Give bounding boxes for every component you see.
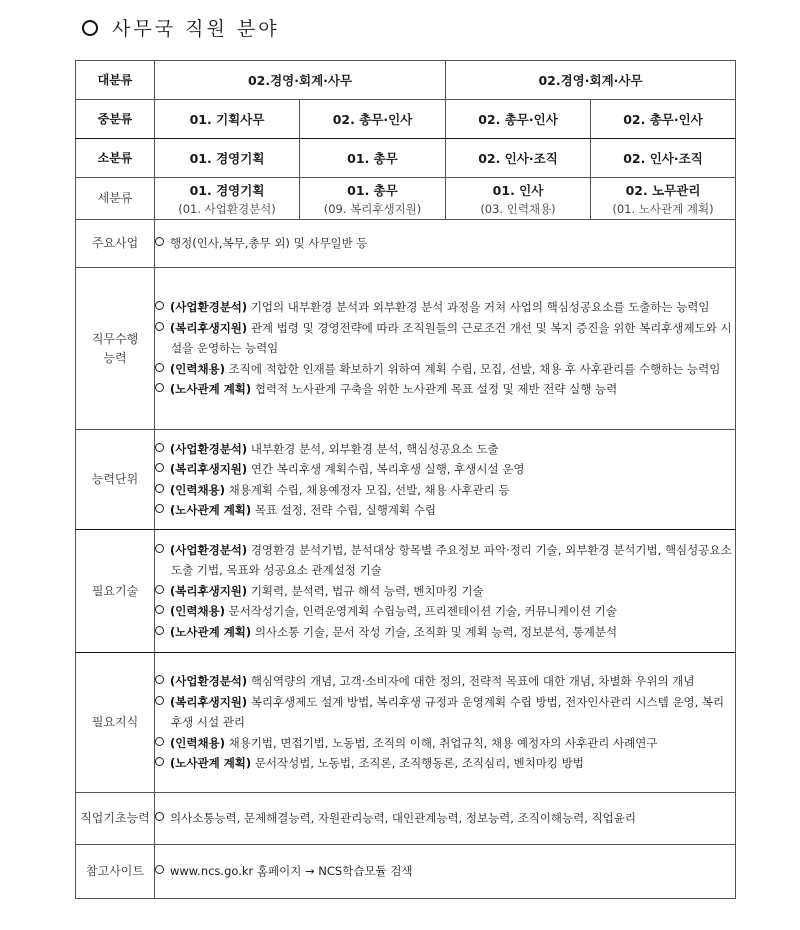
item-text: 행정(인사,복무,총무 외) 및 사무일반 등: [170, 236, 368, 251]
row-detail-category: [76, 178, 736, 220]
list-item: [155, 753, 735, 774]
item-tag: (인력채용): [170, 604, 225, 619]
middle-category-cell: 02. 총무·인사: [300, 100, 446, 139]
list-item: [155, 808, 735, 829]
detail-category-cell: [300, 178, 446, 220]
major-category-cell: 02.경영·회계·사무: [155, 61, 446, 100]
row-minor-category: [76, 139, 736, 178]
middle-category-cell: 02. 총무·인사: [591, 100, 736, 139]
row-main-business: [76, 220, 736, 268]
item-text: 채용기법, 면접기법, 노동법, 조직의 이해, 취업규칙, 채용 예정자의 사후관리 사례연구: [228, 735, 658, 750]
item-tag: (복리후생지원): [170, 694, 248, 709]
item-tag: (인력채용): [170, 361, 225, 376]
item-text: 채용계획 수립, 채용예정자 모집, 선발, 채용 사후관리 등: [228, 482, 510, 497]
row-label: [76, 268, 155, 430]
row-label: 세분류: [76, 178, 155, 220]
list-item: [155, 692, 735, 733]
list-item: [155, 540, 735, 581]
row-basic-competency: [76, 793, 736, 845]
row-job-competency: [76, 268, 736, 430]
list-item: [155, 480, 735, 501]
item-tag: (사업환경분석): [170, 674, 248, 689]
list-item: [155, 297, 735, 318]
item-text: 핵심역량의 개념, 고객·소비자에 대한 정의, 전략적 목표에 대한 개념, 차별화 우위의 개념: [250, 674, 695, 689]
detail-main: 01. 총무: [347, 182, 398, 198]
middle-category-cell: 01. 기획사무: [155, 100, 300, 139]
row-label: 소분류: [76, 139, 155, 178]
item-text: 연간 복리후생 계획수립, 복리후생 실행, 후생시설 운영: [250, 462, 525, 476]
list-item: [155, 622, 735, 643]
label-line: 능력: [103, 350, 127, 365]
list-item: [155, 459, 735, 480]
item-text: 목표 설정, 전략 수립, 실행계획 수립: [254, 503, 436, 517]
list-item: [155, 379, 735, 400]
item-text: 협력적 노사관계 구축을 위한 노사관계 목표 설정 및 제반 전략 실행 능력: [254, 382, 618, 397]
label-line: 직무수행: [91, 331, 139, 346]
item-text: 조직에 적합한 인재를 확보하기 위하여 계획 수립, 모집, 선발, 채용 후 사후관리를 수행하는 능력임: [228, 361, 721, 376]
list-item: [155, 439, 735, 460]
minor-category-cell: 01. 총무: [300, 139, 446, 178]
item-text: 관계 법령 및 경영전략에 따라 조직원들의 근로조건 개선 및 복지 증진을 위한 복리후생제도와 시설을 운영하는 능력임: [171, 320, 732, 356]
page-title: [82, 14, 280, 41]
reference-site-content: [155, 845, 736, 899]
item-text: 기업의 내부환경 분석과 외부환경 분석 과정을 거쳐 사업의 핵심성공요소를 도출하는 능력임: [250, 300, 710, 315]
list-item: [155, 318, 735, 359]
major-category-cell: 02.경영·회계·사무: [446, 61, 736, 100]
circle-bullet-icon: [155, 626, 164, 635]
item-tag: (사업환경분석): [170, 441, 248, 456]
item-text: 문서작성법, 노동법, 조직론, 조직행동론, 조직심리, 벤치마킹 방법: [254, 756, 584, 771]
item-tag: (사업환경분석): [170, 542, 248, 557]
row-label: 직업기초능력: [76, 793, 155, 845]
circle-bullet-icon: [155, 301, 164, 310]
circle-bullet-icon: [155, 443, 164, 452]
item-text: 의사소통능력, 문제해결능력, 자원관리능력, 대인관계능력, 정보능력, 조직이해능력, 직업윤리: [170, 811, 637, 826]
basic-competency-content: [155, 793, 736, 845]
circle-bullet-icon: [155, 737, 164, 746]
minor-category-cell: 02. 인사·조직: [446, 139, 591, 178]
competency-unit-content: [155, 430, 736, 530]
list-item: [155, 500, 735, 521]
list-item: [155, 733, 735, 754]
circle-bullet-icon: [155, 696, 164, 705]
reference-link-text: www.ncs.go.kr 홈페이지 → NCS학습모듈 검색: [170, 864, 413, 879]
circle-bullet-icon: [155, 544, 164, 553]
circle-bullet-icon: [82, 20, 98, 36]
detail-sub: (01. 사업환경분석): [178, 201, 276, 216]
circle-bullet-icon: [155, 237, 164, 246]
detail-category-cell: [155, 178, 300, 220]
detail-sub: (09. 복리후생지원): [323, 201, 422, 216]
row-label: 참고사이트: [76, 845, 155, 899]
list-item: [155, 601, 735, 622]
list-item: [155, 671, 735, 692]
row-competency-unit: [76, 430, 736, 530]
circle-bullet-icon: [155, 865, 164, 874]
item-tag: (노사관계 계획): [170, 382, 252, 397]
row-label: 대분류: [76, 61, 155, 100]
minor-category-cell: 02. 인사·조직: [591, 139, 736, 178]
required-skills-content: [155, 530, 736, 653]
list-item: [155, 581, 735, 602]
page-title-text: 사무국 직원 분야: [112, 18, 280, 40]
list-item: [155, 861, 735, 882]
circle-bullet-icon: [155, 484, 164, 493]
item-text: 경영환경 분석기법, 분석대상 항목별 주요정보 파악·정리 기술, 외부환경 분석기법, 핵심성공요소 도출 기법, 목표와 성공요소 관계설정 기술: [171, 542, 732, 578]
required-knowledge-content: [155, 653, 736, 793]
circle-bullet-icon: [155, 812, 164, 821]
circle-bullet-icon: [155, 383, 164, 392]
item-text: 문서작성기술, 인력운영계획 수립능력, 프리젠테이션 기술, 커뮤니케이션 기술: [228, 604, 617, 619]
circle-bullet-icon: [155, 757, 164, 766]
ncs-classification-table: [75, 60, 736, 899]
circle-bullet-icon: [155, 605, 164, 614]
detail-main: 01. 인사: [492, 182, 544, 198]
list-item: [155, 233, 735, 254]
item-text: 기획력, 분석력, 법규 해석 능력, 벤치마킹 기술: [250, 583, 484, 598]
circle-bullet-icon: [155, 585, 164, 594]
item-text: 내부환경 분석, 외부환경 분석, 핵심성공요소 도출: [250, 441, 499, 456]
row-required-knowledge: [76, 653, 736, 793]
row-label: 능력단위: [76, 430, 155, 530]
row-label: 주요사업: [76, 220, 155, 268]
circle-bullet-icon: [155, 675, 164, 684]
item-text: 복리후생제도 설계 방법, 복리후생 규정과 운영계획 수립 방법, 전자인사관리 시스템 운영, 복리후생 시설 관리: [171, 694, 725, 730]
detail-category-cell: [446, 178, 591, 220]
row-label: 중분류: [76, 100, 155, 139]
item-tag: (인력채용): [170, 482, 225, 497]
row-major-category: [76, 61, 736, 100]
item-tag: (노사관계 계획): [170, 756, 252, 771]
minor-category-cell: 01. 경영기획: [155, 139, 300, 178]
detail-category-cell: [591, 178, 736, 220]
detail-sub: (03. 인력채용): [480, 201, 556, 216]
item-tag: (노사관계 계획): [170, 624, 252, 639]
detail-main: 01. 경영기획: [189, 182, 265, 198]
job-competency-content: [155, 268, 736, 430]
row-required-skills: [76, 530, 736, 653]
row-label: 필요지식: [76, 653, 155, 793]
circle-bullet-icon: [155, 322, 164, 331]
item-tag: (복리후생지원): [170, 462, 248, 476]
row-middle-category: [76, 100, 736, 139]
circle-bullet-icon: [155, 363, 164, 372]
item-text: 의사소통 기술, 문서 작성 기술, 조직화 및 계획 능력, 정보분석, 통계분석: [254, 624, 618, 639]
detail-main: 02. 노무관리: [625, 182, 701, 198]
row-label: 필요기술: [76, 530, 155, 653]
item-tag: (복리후생지원): [170, 320, 248, 335]
list-item: [155, 359, 735, 380]
circle-bullet-icon: [155, 504, 164, 513]
circle-bullet-icon: [155, 463, 164, 472]
main-business-content: [155, 220, 736, 268]
item-tag: (노사관계 계획): [170, 503, 252, 517]
middle-category-cell: 02. 총무·인사: [446, 100, 591, 139]
detail-sub: (01. 노사관계 계획): [612, 201, 714, 216]
item-tag: (복리후생지원): [170, 583, 248, 598]
item-tag: (사업환경분석): [170, 300, 248, 315]
row-reference-site: [76, 845, 736, 899]
item-tag: (인력채용): [170, 735, 225, 750]
